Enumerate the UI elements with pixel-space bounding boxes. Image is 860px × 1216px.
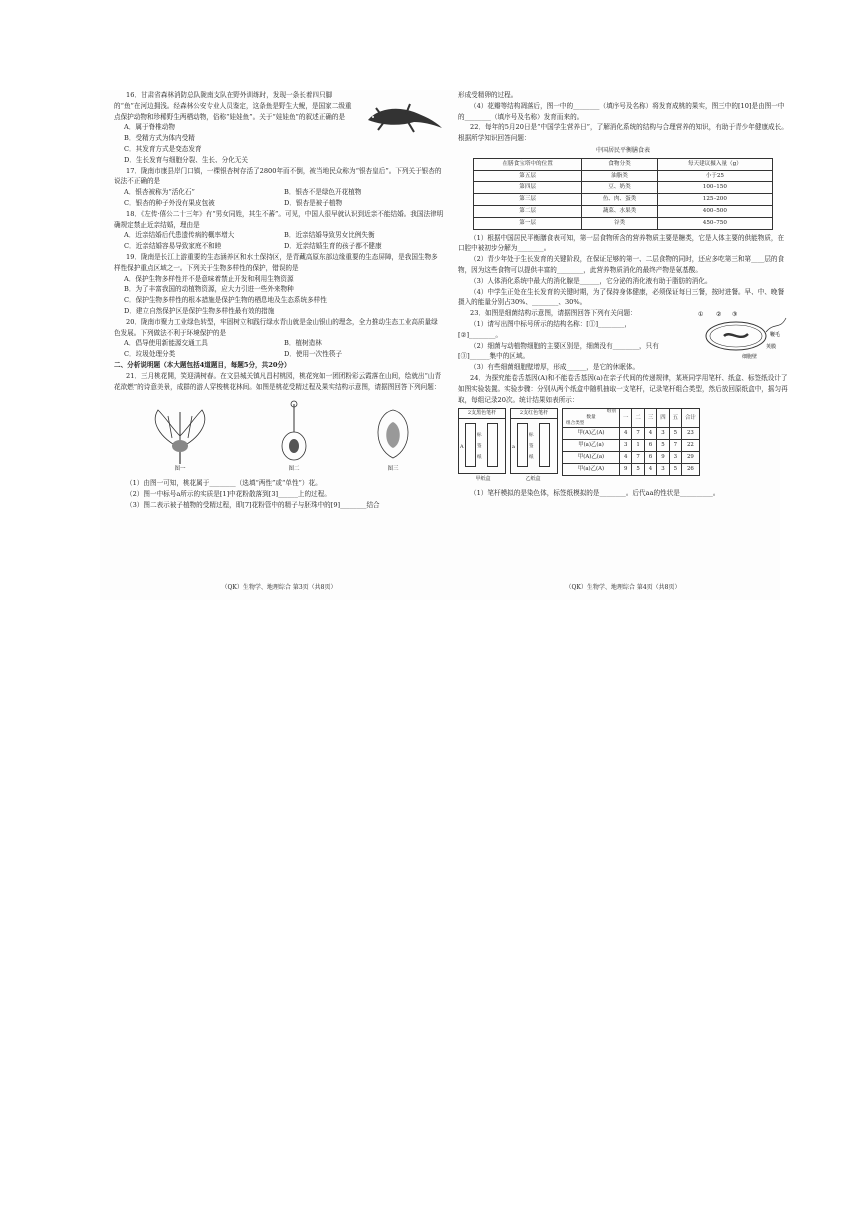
column-header: 五	[669, 409, 681, 428]
column-header: 三	[644, 409, 656, 428]
table-cell: 第三层	[474, 194, 582, 206]
option-d: D．银杏是被子植物	[284, 198, 343, 207]
sub-question-2: （2）图一中标号a所示的实质是[1]中花粉散落到[3]______上的过程。	[126, 490, 331, 499]
box-b-title: 2支红色笔杆	[511, 409, 557, 419]
table-cell: 6	[644, 451, 656, 463]
figure-3-caption: 图三	[387, 465, 399, 472]
pen-tube	[465, 423, 476, 467]
box-a-label: 甲纸盒	[475, 476, 491, 483]
table-row	[474, 182, 773, 194]
table-cell: 7	[632, 451, 644, 463]
table-cell: 3	[620, 440, 632, 452]
bacterium-label-flagellum: 鞭毛	[770, 332, 781, 339]
page-footer: （QK）生物学、地理综合 第3页（共8页）	[221, 584, 337, 592]
bacterium-diagram	[696, 308, 788, 360]
column-header: 合计	[682, 409, 700, 428]
table-cell: 100–150	[657, 182, 772, 194]
table-cell: 125–200	[657, 194, 772, 206]
table-cell: 1	[632, 440, 644, 452]
sub-question-3: （3）人体消化系统中最大的消化腺是______，它分泌的消化液有助于脂肪的消化。	[470, 276, 712, 285]
pen-tube	[539, 423, 550, 467]
tag-label: 标签纸	[529, 433, 534, 460]
question-21	[114, 371, 444, 511]
column-header: 二	[632, 409, 644, 428]
question-stem: 23．如图是细菌结构示意图，请据图回答下列有关问题：	[470, 309, 637, 318]
table-row	[474, 205, 773, 217]
table-cell: 小于25	[657, 170, 772, 182]
option-b: B．植树造林	[284, 339, 322, 348]
table-cell: 5	[632, 463, 644, 475]
table-title: 中国居民平衡膳食表	[595, 146, 650, 154]
corner-mid: 数量	[586, 415, 596, 421]
question-stem: 20．陇南市聚力工业绿色转型，牢固树立和践行绿水青山就是金山银山的理念，全力推动生态工业高质量绿色发展。下列做法不利于环境保护的是	[114, 317, 438, 337]
column-header: 每天建议摄入量（g）	[657, 158, 772, 170]
flower-figures	[114, 396, 444, 474]
question-stem: 19．陇南是长江上游重要的生态涵养区和水土保持区，是青藏高原东部边缘重要的生态屏障，是我国生物多样性保护重点区域之一。下列关于生物多样性的保护，错误的是	[114, 252, 438, 272]
question-24	[458, 373, 788, 499]
box-b-label: 乙纸盒	[525, 476, 541, 483]
table-cell: 3	[657, 428, 669, 440]
column-header: 在膳食宝塔中的位置	[474, 158, 582, 170]
option-c: C．保护生物多样性的根本措施是保护生物的栖息地及生态系统多样性	[124, 296, 327, 305]
box-a-title: 2支黑色笔杆	[459, 409, 505, 419]
option-c: C．近亲结婚容易导致家庭不和睦	[124, 242, 222, 251]
table-cell: 蔬菜、水果类	[582, 205, 657, 217]
page-3	[114, 90, 444, 600]
pen-tube	[487, 423, 498, 467]
option-c: C．银杏的种子外没有果皮包被	[124, 198, 215, 207]
table-cell: 油脂类	[582, 170, 657, 182]
table-cell: 29	[682, 451, 700, 463]
option-d: D．建立自然保护区是保护生物多样性最有效的措施	[124, 306, 275, 315]
bacterium-label-3: ③	[732, 311, 738, 319]
table-cell: 5	[669, 463, 681, 475]
table-cell: 第五层	[474, 170, 582, 182]
table-row	[474, 194, 773, 206]
table-header-row	[563, 409, 700, 428]
table-cell: 4	[620, 451, 632, 463]
table-cell: 450–750	[657, 217, 772, 229]
option-c: C．其发育方式是变态发育	[124, 144, 202, 153]
question-18	[114, 209, 444, 252]
q21-sub-4: （4）花瓣等结构凋落后，图一中的________（填序号及名称）将发育成桃的果实，图三中的[10]是由图一中的________（填序号及名称）发育而来的。	[458, 101, 785, 121]
option-c: C．垃圾处理分类	[124, 350, 176, 359]
fertilization-diagram	[272, 398, 316, 464]
figure-2-caption: 图二	[288, 465, 300, 472]
table-row	[474, 170, 773, 182]
pen-label-A: A	[460, 444, 464, 451]
page-4	[458, 90, 788, 600]
bacterium-label-2: ②	[716, 311, 722, 319]
table-cell: 3	[669, 451, 681, 463]
table-cell: 9	[657, 451, 669, 463]
question-17	[114, 166, 444, 209]
sub-question-1b: [②]________。	[458, 330, 503, 339]
sub-question-3: （3）图二表示被子植物的受精过程，即[7]花粉管中的精子与胚珠中的[9]________结合	[126, 500, 380, 509]
figure-2	[272, 398, 316, 475]
sub-question-2: （2）青少年处于生长发育的关键阶段，在保证足够的第一、二层食物的同时，还应多吃第三和第____层的食物，因为这些食物可以提供丰富的________，此营养物质消化的最终产物是氨基酸。	[458, 255, 785, 274]
table-cell: 23	[682, 428, 700, 440]
page-footer: （QK）生物学、地理综合 第4页（共8页）	[565, 584, 681, 592]
sub-question-2: （2）细菌与动植物细胞的主要区别是，细菌没有________，只有[③]______集中的区域。	[458, 341, 659, 361]
box-a	[458, 408, 506, 474]
table-row	[563, 428, 700, 440]
option-b: B．为了丰富我国的动植物资源，应大力引进一些外来物种	[124, 285, 294, 294]
table-row	[474, 217, 773, 229]
question-stem: 22．每年的5月20日是“中国学生营养日”，了解消化系统的结构与合理营养的知识，有助于青少年健康成长。根据所学知识回答问题：	[458, 123, 788, 143]
table-cell: 甲(a)乙(A)	[563, 463, 620, 475]
question-stem: 24．为探究能卷舌基因(A)和不能卷舌基因(a)在亲子代间的传递规律，某班同学用笔杆、纸盒、标签纸设计了如图实验装置。实验步骤：分别从两个纸盒中随机抽取一支笔杆，记录笔杆组合类型，然后放回原纸盒中，摇匀再取，每组记录20次。统计结果如表所示：	[458, 373, 788, 404]
box-b	[510, 408, 558, 474]
table-cell: 4	[620, 428, 632, 440]
option-a: A．近亲结婚后代患遗传病的概率增大	[124, 231, 235, 240]
sub-question-1: （1）由图一可知，桃花属于________（选填“两性”或“单性”）花。	[126, 479, 322, 488]
figure-1-caption: 图一	[174, 465, 186, 472]
tag-label: 标签纸	[477, 433, 482, 460]
option-d: D．近亲结婚生育的孩子都不健康	[284, 242, 382, 251]
question-stem: 17．陇南市康县岸门口镇，一棵银杏树存活了2800年而不倒，被当地民众称为“银杏皇后”。下列关于银杏的说法不正确的是	[114, 166, 442, 186]
table-cell: 甲(a)乙(a)	[563, 440, 620, 452]
question-19	[114, 252, 444, 317]
table-cell: 第四层	[474, 182, 582, 194]
table-cell: 22	[682, 440, 700, 452]
pen-label-a: a	[512, 444, 515, 451]
giant-salamander-illustration	[364, 90, 444, 136]
balanced-diet-table	[473, 146, 773, 230]
exam-sheet	[100, 90, 788, 600]
question-20	[114, 317, 444, 360]
figure-1	[140, 398, 220, 475]
table-cell: 4	[644, 428, 656, 440]
table-cell: 7	[669, 440, 681, 452]
table-cell: 3	[657, 463, 669, 475]
sub-question-1: （1）笔杆模拟的是染色体，标签纸模拟的是________。后代aa的性状是__________。	[470, 489, 720, 498]
table-cell: 6	[644, 440, 656, 452]
peach-fruit-diagram	[368, 404, 418, 464]
table-cell: 5	[669, 428, 681, 440]
corner-top: 组别	[606, 409, 616, 415]
question-16	[114, 90, 444, 166]
corner-bottom: 组合类型	[566, 421, 585, 427]
bacterium-label-cell-wall: 细胞壁	[742, 354, 758, 361]
option-b: B．银杏不是绿色开花植物	[284, 188, 362, 197]
table-cell: 5	[657, 440, 669, 452]
question-stem: 18．《左传·僖公二十三年》有“男女同姓，其生不蕃”。可见，中国人很早就认识到近亲不能结婚。我国法律明确规定禁止近亲结婚，理由是	[114, 209, 444, 229]
table-row	[563, 463, 700, 475]
option-a: A．属于脊椎动物	[124, 123, 175, 132]
q21-continuation: 形成受精卵的过程。	[458, 91, 518, 99]
column-header: 一	[620, 409, 632, 428]
table-cell: 甲(A)乙(A)	[563, 428, 620, 440]
bacterium-label-capsule: 荚膜	[766, 344, 777, 351]
table-cell: 26	[682, 463, 700, 475]
table-header-row	[474, 158, 773, 170]
question-22	[458, 122, 788, 308]
paper-boxes	[458, 408, 562, 485]
sub-question-1: （1）根据中国居民平衡膳食表可知，第一层食物所含的营养物质主要是糖类，它是人体主要的供能物质，在口腔中被初步分解为________。	[458, 233, 785, 253]
table-cell: 9	[620, 463, 632, 475]
section-heading: 二、分析说明题（本大题包括4道题目，每题5分，共20分）	[114, 360, 291, 369]
table-cell: 鱼、肉、蛋类	[582, 194, 657, 206]
table-cell: 400–500	[657, 205, 772, 217]
question-stem: 21．三月桃花開，笑迎满树春。在文县城关镇凡昌村桃园，桃花宛如一团团粉彩云霞落在山间，绘就出“山青花欲燃”的诗意美景，成群的游人穿梭桃花林间。如图是桃花受精过程及果实结构示意图，请据图回答下列问题：	[114, 371, 442, 391]
option-d: D．生长发育与细胞分裂、生长、分化无关	[124, 155, 248, 164]
column-header: 食物分类	[582, 158, 657, 170]
figure-3	[368, 404, 418, 475]
table-cell: 第一层	[474, 217, 582, 229]
peach-flower-diagram	[140, 398, 220, 464]
option-a: A．倡导使用新能源交通工具	[124, 339, 208, 348]
table-cell: 4	[644, 463, 656, 475]
results-table	[562, 408, 700, 475]
table-cell: 第二层	[474, 205, 582, 217]
option-b: B．受精方式为体内受精	[124, 134, 195, 143]
question-stem: 16．甘肃省森林消防总队陇南支队在野外训练时，发现一条长着四只脚的“鱼”在河边拥浅。经森林公安专业人员鉴定，这条鱼是野生大鲵，是国家二级重点保护动物和珍稀野生两栖动物，俗称“娃娃鱼”。关于“娃娃鱼”的叙述正确的是	[114, 91, 352, 121]
sub-question-3: （3）有些细菌细胞壁增厚，形成______，是它的休眠体。	[470, 363, 640, 372]
table-cell: 甲(A)乙(a)	[563, 451, 620, 463]
sub-question-4: （4）中学生正处在生长发育的关键时期，为了保持身体健康，必须保证每日三餐，按时进餐。早、中、晚餐摄入的能量分别占30%、________、30%。	[458, 287, 785, 307]
pen-tube	[517, 423, 528, 467]
option-a: A．保护生物多样性并不是意味着禁止开发和利用生物资源	[124, 274, 294, 283]
option-a: A．银杏被称为“活化石”	[124, 188, 195, 197]
bacterium-label-1: ①	[698, 311, 704, 319]
sub-question-1: （1）请写出图中标号所示的结构名称：[①]________，	[470, 319, 631, 328]
table-cell: 豆、奶类	[582, 182, 657, 194]
table-cell: 谷类	[582, 217, 657, 229]
option-d: D．使用一次性筷子	[284, 350, 343, 359]
corner-cell	[563, 409, 620, 428]
table-row	[563, 440, 700, 452]
option-b: B．近亲结婚导致男女比例失衡	[284, 231, 375, 240]
question-23	[458, 308, 788, 373]
column-header: 四	[657, 409, 669, 428]
table-row	[563, 451, 700, 463]
experiment-setup	[458, 408, 788, 485]
table-cell: 7	[632, 428, 644, 440]
